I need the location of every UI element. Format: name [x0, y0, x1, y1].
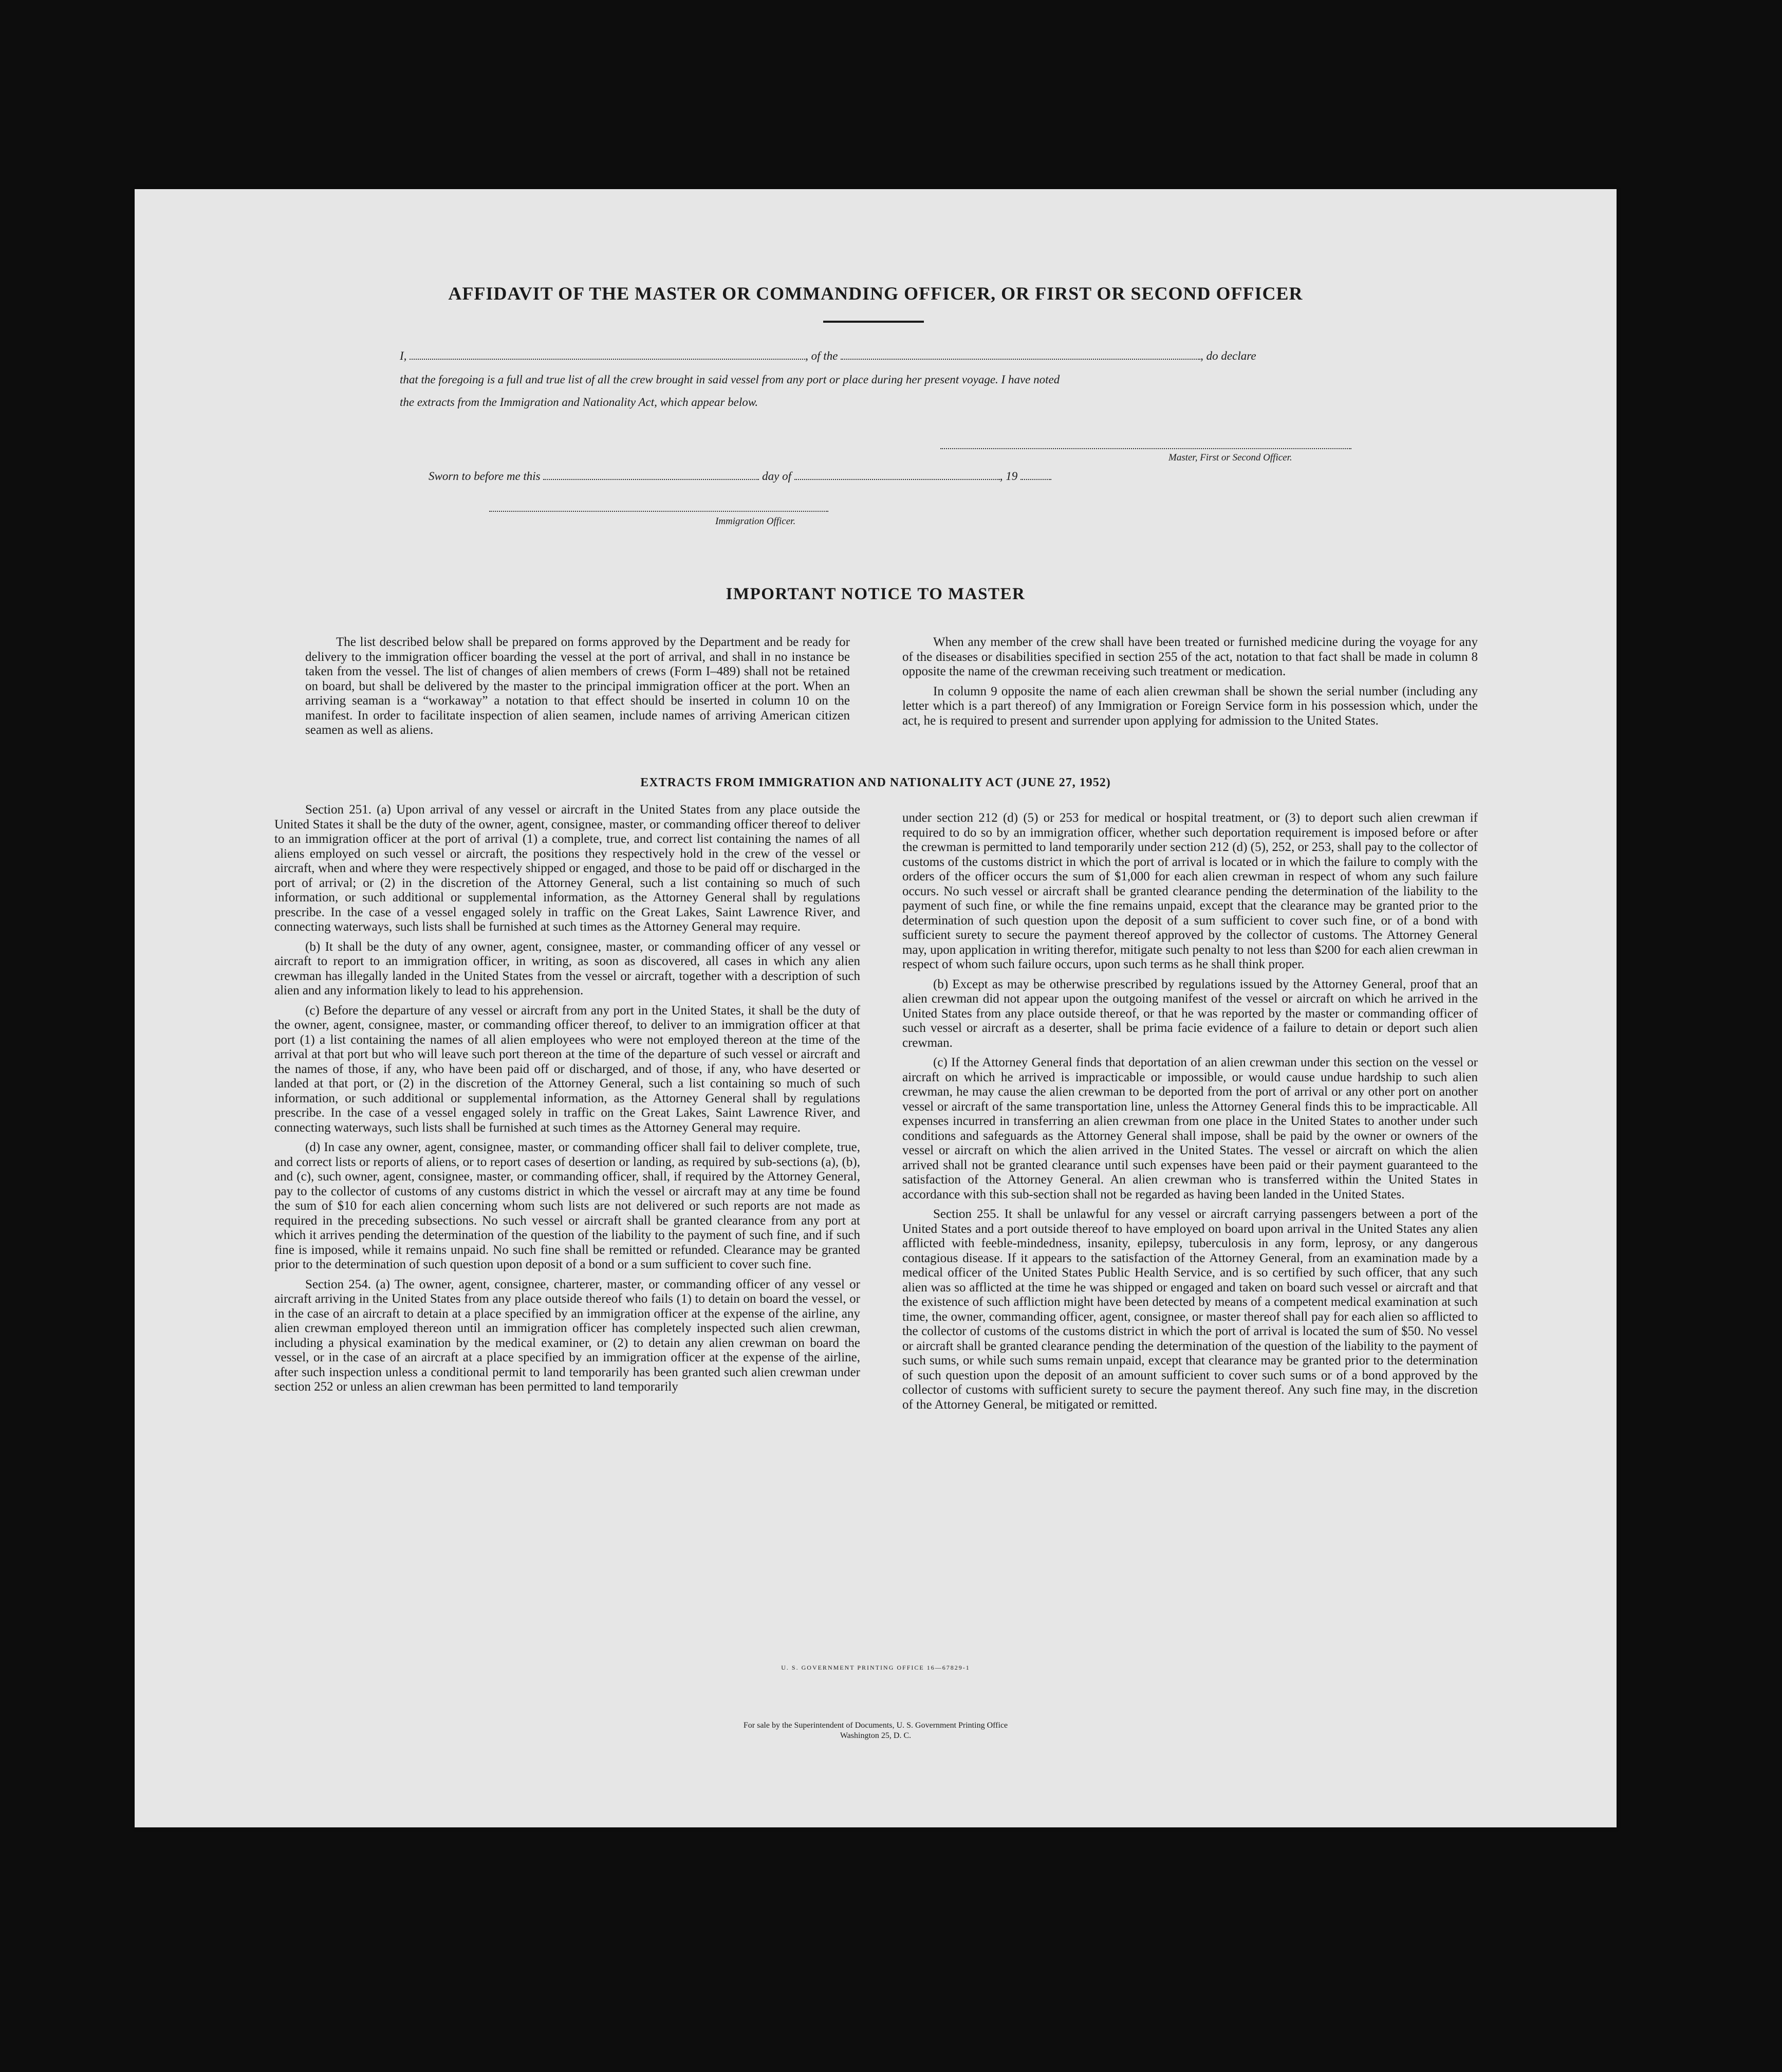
act-paragraph: (b) It shall be the duty of any owner, agent, consignee, master, or commanding officer of any vessel or aircraft to report to an immigration officer, in writing, as soon as discovered, all cases in which any alien crewman has illegally landed in the United States from the vessel or aircraft, together with a description of such alien and any information likely to lead to his apprehension.: [274, 939, 860, 997]
affidavit-declare: , do declare: [1200, 349, 1256, 362]
month-blank[interactable]: [794, 479, 1000, 480]
act-paragraph: Section 255. It shall be unlawful for any vessel or aircraft carrying passengers between a port of the United States and a port outside thereof to have employed on board upon arrival in the United States any alien afflicted with feeble-mindedness, insanity, epilepsy, tuberculosis in any form, leprosy, or any dangerous contagious disease. If it appears to the satisfaction of the Attorney General, from an examination made by a medical officer of the United States Public Health Service, and is so certified by such officer, that any such alien was so afflicted at the time he was shipped or engaged and taken on board such vessel or aircraft and that the existence of such affliction might have been detected by means of a competent medical examination at such time, the owner, commanding officer, agent, consignee, or master thereof shall pay for each alien so afflicted to the collector of customs of the customs district in which the port of arrival is located the sum of $50. No vessel or aircraft shall be granted clearance pending the determination of the question of the liability to the payment of such sums, or while such sums remain unpaid, except that clearance may be granted prior to the determination of such question upon the deposit of an amount sufficient to cover such sums or of a bond approved by the collector of customs with sufficient surety to secure the payment thereof. Any such fine may, in the discretion of the Attorney General, be mitigated or remitted.: [902, 1207, 1478, 1412]
act-paragraph: under section 212 (d) (5) or 253 for medical or hospital treatment, or (3) to deport such alien crewman if required to do so by an immigration officer, whether such deportation requirement is imposed before or after the crewman is permitted to land temporarily under section 212 (d) (5), 252, or 253, shall pay to the collector of customs of the customs district in which the port of arrival is located or in which the failure to comply with the orders of the officer occurs the sum of $1,000 for each alien crewman in respect of whom any such failure occurs. No such vessel or aircraft shall be granted clearance pending the determination of the liability to the payment of such fine, or while the fine remains unpaid, except that the clearance may be granted prior to the determination of such question upon the deposit of a sum sufficient to cover such fine, or of a bond with sufficient surety to secure the payment thereof approved by the collector of customs. The Attorney General may, upon application in writing therefor, mitigate such penalty to not less than $200 for each alien crewman in respect of whom such failure occurs, upon such terms as he shall think proper.: [902, 811, 1478, 971]
notice-paragraph: In column 9 opposite the name of each alien crewman shall be shown the serial number (including any letter which is a part thereof) of any Immigration or Foreign Service form in his possession which, under the act, he is required to present and surrender upon applying for admission to the United States.: [902, 684, 1478, 728]
officer-signature-line[interactable]: [489, 511, 828, 512]
act-paragraph: (c) If the Attorney General finds that deportation of an alien crewman under this section on the vessel or aircraft on which he arrived is impracticable or impossible, or would cause undue hardship to such alien crewman, he may cause the alien crewman to be deported from the port of arrival or any other port on another vessel or aircraft of the same transportation line, unless the Attorney General finds this to be impracticable. All expenses incurred in transferring an alien crewman from one place in the United States to another under such conditions and safeguards as the Attorney General shall impose, shall be paid by the owner or owners of the vessel or aircraft on which the alien arrived in the United States. The vessel or aircraft on which the alien arrived shall not be granted clearance until such expenses have been paid or their payment guaranteed to the satisfaction of the Attorney General. An alien crewman who is transferred within the United States in accordance with this sub-section shall not be regarded as having been landed in the United States.: [902, 1056, 1478, 1201]
act-paragraph: (b) Except as may be otherwise prescribed by regulations issued by the Attorney General, proof that an alien crewman did not appear upon the outgoing manifest of the vessel or aircraft on which he arrived in the United States from any place outside thereof, or that he was reported by the master or commanding officer of such vessel or aircraft as a deserter, shall be prima facie evidence of a failure to detain or deport such alien crewman.: [902, 977, 1478, 1050]
master-signature-line[interactable]: [940, 448, 1351, 449]
extracts-left-column: [274, 803, 860, 1400]
day-blank[interactable]: [543, 479, 759, 480]
sale-line-2: Washington 25, D. C.: [840, 1731, 912, 1740]
act-paragraph: Section 251. (a) Upon arrival of any vessel or aircraft in the United States from any place outside the United States it shall be the duty of the owner, agent, consignee, master, or commanding officer thereof to deliver to an immigration officer at the port of arrival (1) a complete, true, and correct list containing the names of all aliens employed on such vessel or aircraft, the positions they respectively hold in the crew of the vessel or aircraft, when and where they were respectively shipped or engaged, and those to be paid off or discharged in the port of arrival; or (2) in the discretion of the Attorney General, such a list containing so much of such information, or such additional or supplemental information, as the Attorney General shall by regulations prescribe. In the case of a vessel engaged solely in traffic on the Great Lakes, Saint Lawrence River, and connecting waterways, such lists shall be furnished at such times as the Attorney General may require.: [274, 803, 860, 934]
sale-notice: [135, 1720, 1617, 1741]
sworn-line: [429, 470, 1051, 483]
officer-signature-label: Immigration Officer.: [715, 516, 796, 527]
title-rule: [823, 321, 924, 323]
sale-line-1: For sale by the Superintendent of Documents, U. S. Government Printing Office: [743, 1721, 1008, 1730]
affidavit-line-3: the extracts from the Immigration and Nationality Act, which appear below.: [400, 396, 758, 409]
affidavit-title: AFFIDAVIT OF THE MASTER OR COMMANDING OFFICER, OR FIRST OR SECOND OFFICER: [448, 283, 1303, 304]
day-of-text: day of: [762, 470, 791, 483]
notice-paragraph: When any member of the crew shall have been treated or furnished medicine during the voyage for any of the diseases or disabilities specified in section 255 of the act, notation to that fact shall be made in column 8 opposite the name of the crewman receiving such treatment or medication.: [902, 635, 1478, 678]
document-page: [135, 189, 1617, 1827]
act-paragraph: (d) In case any owner, agent, consignee, master, or commanding officer shall fail to deliver complete, true, and correct lists or reports of aliens, or to report cases of desertion or landing, as required by sub-sections (a), (b), and (c), such owner, agent, consignee, master, or commanding officer, shall, if required by the Attorney General, pay to the collector of customs of any customs district in which the vessel or aircraft may at any time be found the sum of $10 for each alien concerning whom such lists are not delivered or such reports are not made as required in the preceding subsections. No such vessel or aircraft shall be granted clearance from any port at which it arrives pending the determination of the question of the liability to the payment of such fine, and if such fine is imposed, while it remains unpaid. No such fine shall be remitted or refunded. Clearance may be granted prior to the determination of such question upon deposit of a bond or a sum sufficient to cover such fine.: [274, 1140, 860, 1271]
name-blank[interactable]: [410, 359, 805, 360]
extracts-right-column: [902, 811, 1478, 1417]
affidavit-i: I,: [400, 349, 407, 362]
year-blank[interactable]: [1020, 479, 1051, 480]
notice-title: IMPORTANT NOTICE TO MASTER: [726, 585, 1026, 603]
affidavit-of-the: , of the: [805, 349, 838, 362]
notice-paragraph: The list described below shall be prepared on forms approved by the Department and be ready for delivery to the immigration officer boarding the vessel at the port of arrival, and shall in no instance be taken from the vessel. The list of changes of alien members of crews (Form I–489) shall not be retained on board, but shall be delivered by the master to the principal immigration officer at the port. When an arriving seaman is a “workaway” a notation to that effect should be inserted in column 10 on the manifest. In order to facilitate inspection of alien seamen, include names of arriving American citizen seamen as well as aliens.: [305, 635, 850, 737]
printing-office-imprint: U. S. GOVERNMENT PRINTING OFFICE 16—67829-1: [781, 1664, 970, 1671]
year-text: , 19: [999, 470, 1018, 483]
extracts-title: EXTRACTS FROM IMMIGRATION AND NATIONALITY ACT (JUNE 27, 1952): [640, 776, 1111, 789]
act-paragraph: Section 254. (a) The owner, agent, consignee, charterer, master, or commanding officer of any vessel or aircraft arriving in the United States from any place outside thereof who fails (1) to detain on board the vessel, or in the case of an aircraft to detain at a place specified by an immigration officer at the expense of the airline, any alien crewman employed thereon until an immigration officer has completely inspected such alien crewman, including a physical examination by the medical examiner, or (2) to detain any alien crewman on board the vessel, or in the case of an aircraft at a place specified by an immigration officer at the expense of the airline, after such inspection unless a conditional permit to land temporarily has been granted such alien crewman under section 252 or unless an alien crewman has been permitted to land temporarily: [274, 1277, 860, 1394]
act-paragraph: (c) Before the departure of any vessel or aircraft from any port in the United States, it shall be the duty of the owner, agent, consignee, master, or commanding officer thereof, to deliver to an immigration officer at that port (1) a list containing the names of all alien employees who were not employed thereon at the time of the arrival at that port but who will leave such port thereon at the time of the departure of such vessel or aircraft and the names of those, if any, who have been paid off or discharged, and of those, if any, who have deserted or landed at that port, or (2) in the discretion of the Attorney General, such a list containing so much of such information, or such additional or supplemental information, as the Attorney General shall by regulations prescribe. In the case of a vessel engaged solely in traffic on the Great Lakes, Saint Lawrence River, and connecting waterways, such lists shall be furnished at such times as the Attorney General may require.: [274, 1003, 860, 1135]
notice-right-column: [902, 635, 1478, 733]
notice-left-column: [305, 635, 850, 743]
master-signature-label: Master, First or Second Officer.: [1168, 452, 1292, 463]
sworn-text: Sworn to before me this: [429, 470, 541, 483]
affidavit-line-1: [400, 349, 1256, 363]
vessel-blank[interactable]: [841, 359, 1200, 360]
affidavit-line-2: that the foregoing is a full and true list of all the crew brought in said vessel from any port or place during her present voyage. I have noted: [400, 373, 1060, 386]
